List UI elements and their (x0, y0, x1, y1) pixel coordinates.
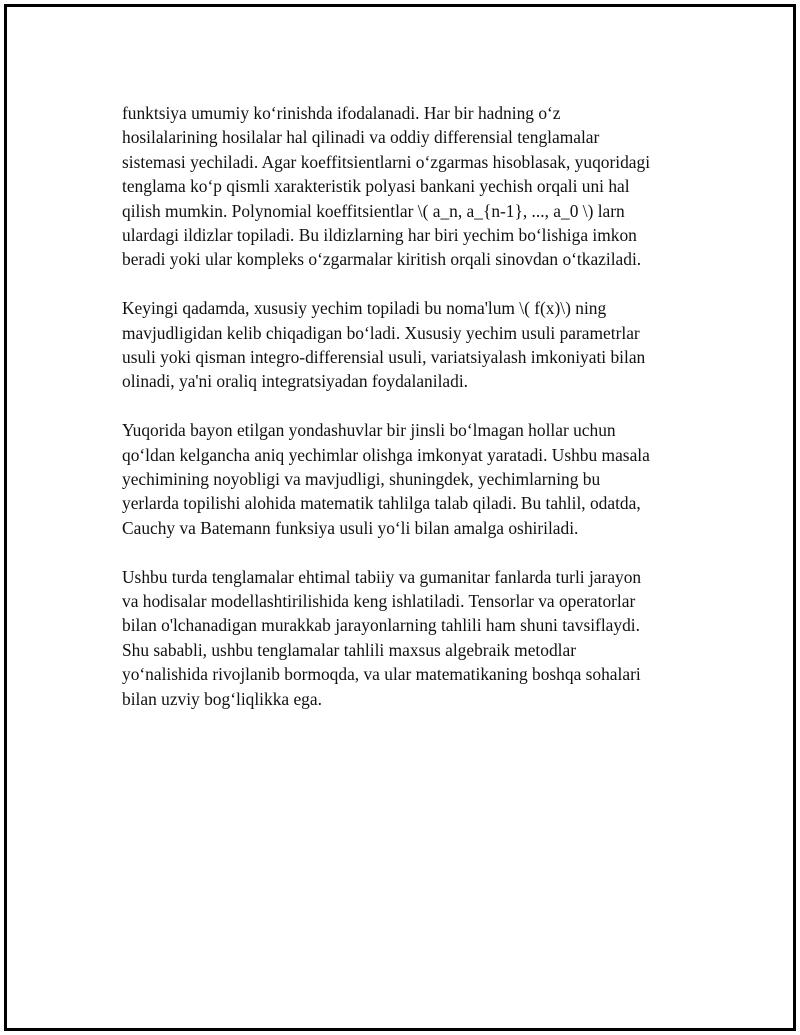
text-line: Shu sababli, ushbu tenglamalar tahlili maxsus algebraik metodlar (122, 639, 576, 660)
text-line: mavjudligidan kelib chiqadigan bo‘ladi. Xususiy yechim usuli parametrlar (122, 322, 640, 343)
text-line: Keyingi qadamda, xususiy yechim topiladi bu noma'lum \( f(x)\) ning (122, 298, 607, 319)
paragraph-1 (122, 101, 692, 272)
paragraph-4 (122, 565, 692, 711)
text-line: qo‘ldan kelgancha aniq yechimlar olishga imkonyat yaratadi. Ushbu masala (122, 444, 650, 465)
text-line: usuli yoki qisman integro-differensial usuli, variatsiyalash imkoniyati bilan (122, 347, 646, 368)
text-line: yo‘nalishida rivojlanib bormoqda, va ular matematikaning boshqa sohalari (122, 664, 641, 685)
text-line: hosilalarining hosilalar hal qilinadi va oddiy differensial tenglamalar (122, 127, 600, 148)
text-line: tenglama ko‘p qismli xarakteristik polyasi bankani yechish orqali uni hal (122, 176, 630, 197)
text-line: ulardagi ildizlar topiladi. Bu ildizlarning har biri yechim bo‘lishiga imkon (122, 225, 637, 246)
text-line: yechimining noyobligi va mavjudligi, shuningdek, yechimlarning bu (122, 469, 601, 490)
text-line: olinadi, ya'ni oraliq integratsiyadan foydalaniladi. (122, 371, 469, 392)
paragraph-2 (122, 296, 692, 394)
paragraph-3 (122, 418, 692, 540)
text-line: bilan uzviy bog‘liqlikka ega. (122, 688, 322, 709)
text-line: va hodisalar modellashtirilishida keng ishlatiladi. Tensorlar va operatorlar (122, 591, 636, 612)
text-line: Ushbu turda tenglamalar ehtimal tabiiy va gumanitar fanlarda turli jarayon (122, 566, 642, 587)
text-line: beradi yoki ular kompleks o‘zgarmalar kiritish orqali sinovdan o‘tkaziladi. (122, 249, 642, 270)
text-line: yerlarda topilishi alohida matematik tahlilga talab qiladi. Bu tahlil, odatda, (122, 493, 641, 514)
text-line: sistemasi yechiladi. Agar koeffitsientlarni o‘zgarmas hisoblasak, yuqoridagi (122, 151, 651, 172)
text-line: bilan o'lchanadigan murakkab jarayonlarning tahlili ham shuni tavsiflaydi. (122, 615, 640, 636)
document-body (122, 101, 692, 736)
page-frame (4, 4, 796, 1031)
text-line: Yuqorida bayon etilgan yondashuvlar bir jinsli bo‘lmagan hollar uchun (122, 420, 616, 441)
text-line: Cauchy va Batemann funksiya usuli yo‘li bilan amalga oshiriladi. (122, 517, 579, 538)
text-line: qilish mumkin. Polynomial koeffitsientlar \( a_n, a_{n-1}, ..., a_0 \) larn (122, 200, 625, 221)
text-line: funktsiya umumiy ko‘rinishda ifodalanadi. Har bir hadning o‘z (122, 103, 561, 123)
